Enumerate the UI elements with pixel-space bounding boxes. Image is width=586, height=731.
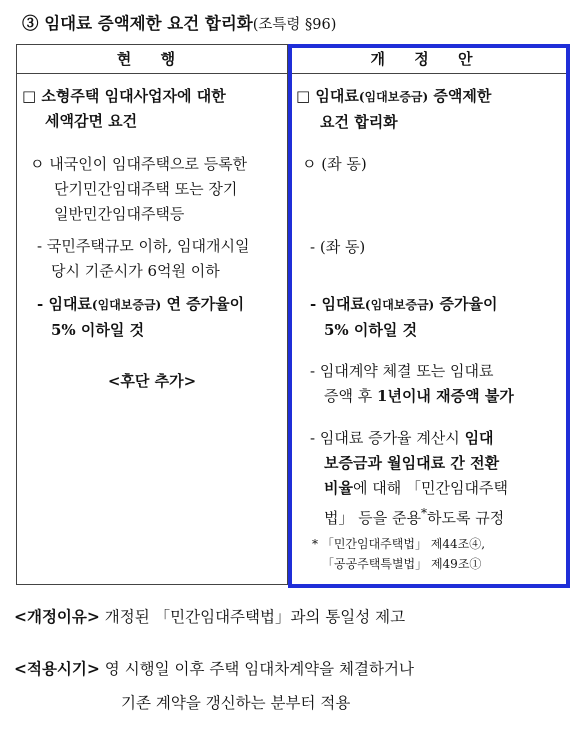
footnote-line2: 「공공주택특별법」 제49조① bbox=[322, 557, 482, 571]
revised-column bbox=[288, 74, 567, 584]
revised-dash4-line1-bold: 임대 bbox=[464, 429, 494, 447]
law-reference: (조특령 §96) bbox=[252, 17, 337, 33]
timing-row bbox=[14, 652, 414, 720]
current-dash-item-1 bbox=[37, 234, 250, 284]
revised-footnote bbox=[312, 534, 485, 574]
current-circle-item bbox=[30, 152, 247, 227]
revised-dash4-line4-pre: 법」 등을 준용 bbox=[324, 509, 421, 527]
revised-dash4-line3-pre: 비율 bbox=[324, 479, 353, 497]
revised-dash3-pre: 증액 후 bbox=[324, 387, 378, 405]
current-box-line2: 세액감면 요건 bbox=[45, 112, 138, 130]
revised-circle-item: ㅇ (좌 동) bbox=[302, 155, 367, 173]
revised-dash4-line1-pre: - 임대료 증가율 계산시 bbox=[310, 429, 465, 447]
current-box-line1: □ 소형주택 임대사업자에 대한 bbox=[22, 87, 226, 105]
current-circle-line2: 단기민간임대주택 또는 장기 bbox=[54, 180, 238, 198]
revised-dash3-line1: - 임대계약 체결 또는 임대료 bbox=[310, 362, 494, 380]
revised-dash-item-4 bbox=[310, 426, 508, 531]
revised-box-bold: □ 임대료 bbox=[296, 87, 359, 105]
current-dash2-small: (임대보증금) bbox=[91, 298, 162, 312]
current-column bbox=[17, 74, 287, 584]
timing-label: <적용시기> bbox=[14, 659, 100, 678]
revised-dash4-line4-rest: 하도록 규정 bbox=[427, 509, 505, 527]
revised-box-line2: 요건 합리화 bbox=[320, 113, 398, 131]
current-dash2-bold: - 임대료 bbox=[37, 295, 92, 313]
current-dash1-line2: 당시 기준시가 6억원 이하 bbox=[51, 262, 220, 280]
timing-line2: 기존 계약을 갱신하는 분부터 적용 bbox=[121, 694, 351, 712]
current-circle-line3: 일반민간임대주택등 bbox=[54, 205, 185, 223]
revised-dash-item-2 bbox=[310, 292, 497, 343]
current-box-item bbox=[22, 84, 226, 134]
revised-box-rest: 증액제한 bbox=[428, 87, 492, 105]
header-revised: 개 정 안 bbox=[370, 50, 485, 68]
footnote-marker: * bbox=[421, 506, 427, 520]
reason-label: <개정이유> bbox=[14, 607, 100, 626]
revised-dash2-small: (임대보증금) bbox=[364, 298, 435, 312]
revised-dash-item-3 bbox=[310, 359, 514, 409]
revised-box-item bbox=[296, 84, 491, 135]
current-dash-item-2 bbox=[37, 292, 244, 343]
later-addition-note: <후단 추가> bbox=[107, 372, 197, 390]
reason-text: 개정된 「민간임대주택법」과의 통일성 제고 bbox=[99, 608, 406, 626]
revised-dash4-line3-rest: 에 대해 「민간임대주택 bbox=[352, 479, 508, 497]
current-dash1-line1: - 국민주택규모 이하, 임대개시일 bbox=[37, 237, 250, 255]
comparison-table bbox=[16, 44, 568, 585]
reason-row bbox=[14, 600, 405, 634]
timing-line1: 영 시행일 이후 주택 임대차계약을 체결하거나 bbox=[99, 660, 414, 678]
section-title-text: ③ 임대료 증액제한 요건 합리화 bbox=[22, 14, 253, 33]
footnote-line1: * 「민간임대주택법」 제44조④, bbox=[312, 537, 486, 551]
revised-dash4-line2: 보증금과 월임대료 간 전환 bbox=[324, 454, 500, 472]
header-current: 현 행 bbox=[116, 50, 188, 68]
current-dash2-rest: 연 증가율이 bbox=[161, 295, 245, 313]
revised-dash2-bold: - 임대료 bbox=[310, 295, 365, 313]
revised-dash2-line2: 5% 이하일 것 bbox=[324, 321, 418, 339]
current-circle-line1: ㅇ 내국인이 임대주택으로 등록한 bbox=[30, 155, 248, 173]
section-title bbox=[22, 10, 336, 34]
revised-dash-item-1: - (좌 동) bbox=[310, 238, 366, 256]
revised-dash2-rest: 증가율이 bbox=[434, 295, 498, 313]
revised-box-small: (임대보증금) bbox=[358, 90, 429, 104]
current-dash2-line2: 5% 이하일 것 bbox=[51, 321, 145, 339]
revised-dash3-bold: 1년이내 재증액 불가 bbox=[377, 387, 514, 405]
